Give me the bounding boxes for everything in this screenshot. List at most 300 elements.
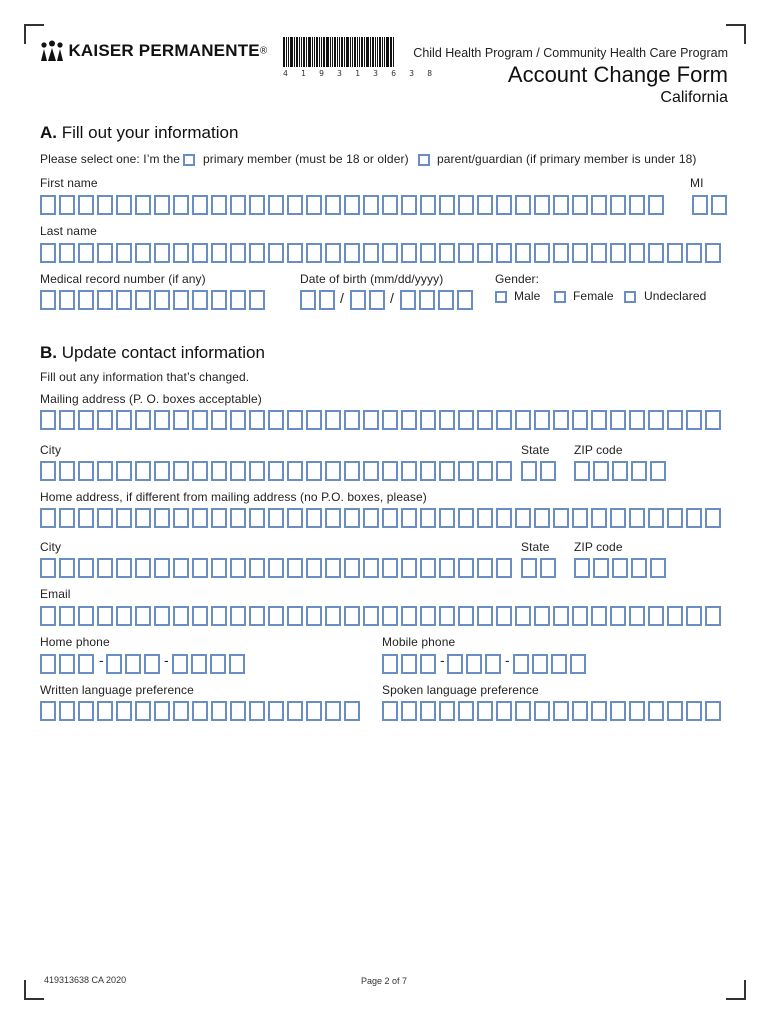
char-box[interactable]: [477, 606, 493, 626]
char-box[interactable]: [553, 606, 569, 626]
char-box[interactable]: [306, 606, 322, 626]
char-box[interactable]: [78, 290, 94, 310]
char-box[interactable]: [612, 558, 628, 578]
char-box[interactable]: [591, 701, 607, 721]
char-box[interactable]: [401, 508, 417, 528]
char-box[interactable]: [513, 654, 529, 674]
char-box[interactable]: [135, 701, 151, 721]
char-box[interactable]: [382, 243, 398, 263]
char-box[interactable]: [420, 243, 436, 263]
char-box[interactable]: [485, 654, 501, 674]
char-box[interactable]: [116, 606, 132, 626]
char-box[interactable]: [458, 701, 474, 721]
char-box[interactable]: [363, 508, 379, 528]
char-box[interactable]: [631, 461, 647, 481]
char-box[interactable]: [344, 606, 360, 626]
char-box[interactable]: [40, 290, 56, 310]
char-box[interactable]: [382, 606, 398, 626]
char-box[interactable]: [420, 508, 436, 528]
char-box[interactable]: [458, 606, 474, 626]
char-box[interactable]: [553, 701, 569, 721]
mailing-address-field[interactable]: [40, 410, 724, 430]
char-box[interactable]: [458, 508, 474, 528]
char-box[interactable]: [496, 243, 512, 263]
char-box[interactable]: [477, 508, 493, 528]
char-box[interactable]: [306, 558, 322, 578]
char-box[interactable]: [172, 654, 188, 674]
char-box[interactable]: [610, 243, 626, 263]
dob-month-field[interactable]: [300, 290, 338, 310]
char-box[interactable]: [521, 461, 537, 481]
char-box[interactable]: [40, 461, 56, 481]
char-box[interactable]: [401, 410, 417, 430]
char-box[interactable]: [40, 558, 56, 578]
char-box[interactable]: [192, 410, 208, 430]
char-box[interactable]: [268, 195, 284, 215]
first-name-field[interactable]: [40, 195, 667, 215]
char-box[interactable]: [401, 243, 417, 263]
char-box[interactable]: [78, 558, 94, 578]
char-box[interactable]: [420, 410, 436, 430]
char-box[interactable]: [648, 606, 664, 626]
char-box[interactable]: [420, 654, 436, 674]
char-box[interactable]: [210, 654, 226, 674]
char-box[interactable]: [344, 461, 360, 481]
char-box[interactable]: [40, 606, 56, 626]
char-box[interactable]: [287, 243, 303, 263]
char-box[interactable]: [268, 508, 284, 528]
char-box[interactable]: [363, 195, 379, 215]
char-box[interactable]: [211, 606, 227, 626]
char-box[interactable]: [572, 606, 588, 626]
char-box[interactable]: [230, 701, 246, 721]
char-box[interactable]: [116, 508, 132, 528]
char-box[interactable]: [135, 290, 151, 310]
char-box[interactable]: [325, 508, 341, 528]
char-box[interactable]: [192, 558, 208, 578]
char-box[interactable]: [211, 290, 227, 310]
char-box[interactable]: [40, 195, 56, 215]
char-box[interactable]: [249, 461, 265, 481]
char-box[interactable]: [477, 410, 493, 430]
primary-member-checkbox[interactable]: [183, 154, 195, 166]
char-box[interactable]: [574, 461, 590, 481]
char-box[interactable]: [173, 558, 189, 578]
char-box[interactable]: [458, 461, 474, 481]
char-box[interactable]: [553, 410, 569, 430]
char-box[interactable]: [648, 508, 664, 528]
char-box[interactable]: [629, 701, 645, 721]
char-box[interactable]: [650, 461, 666, 481]
mi-field[interactable]: [692, 195, 730, 215]
char-box[interactable]: [230, 243, 246, 263]
char-box[interactable]: [192, 606, 208, 626]
char-box[interactable]: [249, 558, 265, 578]
char-box[interactable]: [629, 195, 645, 215]
char-box[interactable]: [419, 290, 435, 310]
char-box[interactable]: [191, 654, 207, 674]
char-box[interactable]: [532, 654, 548, 674]
char-box[interactable]: [59, 558, 75, 578]
char-box[interactable]: [648, 243, 664, 263]
char-box[interactable]: [230, 508, 246, 528]
char-box[interactable]: [591, 410, 607, 430]
char-box[interactable]: [458, 558, 474, 578]
char-box[interactable]: [667, 606, 683, 626]
char-box[interactable]: [631, 558, 647, 578]
char-box[interactable]: [154, 410, 170, 430]
char-box[interactable]: [192, 508, 208, 528]
char-box[interactable]: [457, 290, 473, 310]
char-box[interactable]: [553, 243, 569, 263]
mailing-zip-field[interactable]: [574, 461, 669, 481]
char-box[interactable]: [135, 195, 151, 215]
char-box[interactable]: [344, 508, 360, 528]
char-box[interactable]: [211, 410, 227, 430]
char-box[interactable]: [570, 654, 586, 674]
char-box[interactable]: [40, 654, 56, 674]
char-box[interactable]: [686, 508, 702, 528]
char-box[interactable]: [574, 558, 590, 578]
char-box[interactable]: [40, 508, 56, 528]
char-box[interactable]: [610, 508, 626, 528]
char-box[interactable]: [325, 558, 341, 578]
char-box[interactable]: [496, 461, 512, 481]
char-box[interactable]: [229, 654, 245, 674]
char-box[interactable]: [59, 195, 75, 215]
char-box[interactable]: [439, 195, 455, 215]
dob-year-field[interactable]: [400, 290, 476, 310]
char-box[interactable]: [325, 701, 341, 721]
char-box[interactable]: [192, 290, 208, 310]
char-box[interactable]: [686, 606, 702, 626]
char-box[interactable]: [553, 195, 569, 215]
char-box[interactable]: [306, 701, 322, 721]
char-box[interactable]: [306, 410, 322, 430]
char-box[interactable]: [135, 461, 151, 481]
char-box[interactable]: [439, 606, 455, 626]
char-box[interactable]: [686, 243, 702, 263]
char-box[interactable]: [249, 508, 265, 528]
char-box[interactable]: [59, 508, 75, 528]
char-box[interactable]: [154, 195, 170, 215]
char-box[interactable]: [268, 410, 284, 430]
char-box[interactable]: [400, 290, 416, 310]
char-box[interactable]: [287, 410, 303, 430]
char-box[interactable]: [610, 701, 626, 721]
char-box[interactable]: [125, 654, 141, 674]
char-box[interactable]: [173, 461, 189, 481]
char-box[interactable]: [230, 410, 246, 430]
char-box[interactable]: [369, 290, 385, 310]
char-box[interactable]: [344, 243, 360, 263]
char-box[interactable]: [59, 410, 75, 430]
char-box[interactable]: [572, 195, 588, 215]
char-box[interactable]: [610, 195, 626, 215]
mobile-phone-area-field[interactable]: [382, 654, 439, 674]
char-box[interactable]: [192, 701, 208, 721]
char-box[interactable]: [59, 701, 75, 721]
char-box[interactable]: [287, 558, 303, 578]
char-box[interactable]: [106, 654, 122, 674]
char-box[interactable]: [438, 290, 454, 310]
char-box[interactable]: [268, 701, 284, 721]
char-box[interactable]: [135, 243, 151, 263]
char-box[interactable]: [363, 606, 379, 626]
char-box[interactable]: [667, 410, 683, 430]
char-box[interactable]: [439, 410, 455, 430]
char-box[interactable]: [135, 558, 151, 578]
char-box[interactable]: [610, 410, 626, 430]
char-box[interactable]: [551, 654, 567, 674]
char-box[interactable]: [192, 461, 208, 481]
char-box[interactable]: [593, 461, 609, 481]
char-box[interactable]: [667, 701, 683, 721]
char-box[interactable]: [540, 558, 556, 578]
char-box[interactable]: [78, 508, 94, 528]
char-box[interactable]: [420, 558, 436, 578]
char-box[interactable]: [268, 558, 284, 578]
char-box[interactable]: [705, 701, 721, 721]
char-box[interactable]: [173, 508, 189, 528]
char-box[interactable]: [116, 461, 132, 481]
char-box[interactable]: [496, 410, 512, 430]
char-box[interactable]: [192, 195, 208, 215]
char-box[interactable]: [496, 558, 512, 578]
char-box[interactable]: [40, 243, 56, 263]
char-box[interactable]: [648, 195, 664, 215]
char-box[interactable]: [325, 410, 341, 430]
char-box[interactable]: [173, 701, 189, 721]
char-box[interactable]: [154, 508, 170, 528]
email-field[interactable]: [40, 606, 724, 626]
char-box[interactable]: [249, 195, 265, 215]
char-box[interactable]: [144, 654, 160, 674]
char-box[interactable]: [78, 606, 94, 626]
char-box[interactable]: [534, 410, 550, 430]
char-box[interactable]: [230, 195, 246, 215]
gender-female-checkbox[interactable]: [554, 291, 566, 303]
char-box[interactable]: [572, 410, 588, 430]
char-box[interactable]: [477, 243, 493, 263]
char-box[interactable]: [97, 243, 113, 263]
char-box[interactable]: [230, 558, 246, 578]
char-box[interactable]: [401, 195, 417, 215]
char-box[interactable]: [154, 243, 170, 263]
char-box[interactable]: [477, 195, 493, 215]
char-box[interactable]: [420, 195, 436, 215]
char-box[interactable]: [306, 195, 322, 215]
char-box[interactable]: [382, 508, 398, 528]
char-box[interactable]: [59, 243, 75, 263]
char-box[interactable]: [97, 606, 113, 626]
char-box[interactable]: [211, 195, 227, 215]
char-box[interactable]: [135, 410, 151, 430]
char-box[interactable]: [154, 290, 170, 310]
char-box[interactable]: [711, 195, 727, 215]
mrn-field[interactable]: [40, 290, 268, 310]
gender-male-checkbox[interactable]: [495, 291, 507, 303]
char-box[interactable]: [534, 508, 550, 528]
char-box[interactable]: [515, 243, 531, 263]
char-box[interactable]: [287, 606, 303, 626]
char-box[interactable]: [59, 290, 75, 310]
char-box[interactable]: [78, 701, 94, 721]
written-language-field[interactable]: [40, 701, 363, 721]
char-box[interactable]: [363, 558, 379, 578]
char-box[interactable]: [97, 461, 113, 481]
home-city-field[interactable]: [40, 558, 515, 578]
char-box[interactable]: [591, 508, 607, 528]
char-box[interactable]: [249, 410, 265, 430]
dob-day-field[interactable]: [350, 290, 388, 310]
home-phone-line-field[interactable]: [172, 654, 248, 674]
char-box[interactable]: [78, 243, 94, 263]
char-box[interactable]: [116, 701, 132, 721]
char-box[interactable]: [593, 558, 609, 578]
char-box[interactable]: [420, 606, 436, 626]
home-phone-area-field[interactable]: [40, 654, 97, 674]
char-box[interactable]: [363, 243, 379, 263]
char-box[interactable]: [59, 654, 75, 674]
char-box[interactable]: [325, 461, 341, 481]
char-box[interactable]: [439, 508, 455, 528]
char-box[interactable]: [173, 290, 189, 310]
char-box[interactable]: [705, 243, 721, 263]
char-box[interactable]: [97, 290, 113, 310]
char-box[interactable]: [534, 701, 550, 721]
char-box[interactable]: [667, 508, 683, 528]
mailing-city-field[interactable]: [40, 461, 515, 481]
char-box[interactable]: [249, 701, 265, 721]
char-box[interactable]: [686, 410, 702, 430]
char-box[interactable]: [173, 243, 189, 263]
char-box[interactable]: [515, 410, 531, 430]
char-box[interactable]: [97, 410, 113, 430]
char-box[interactable]: [515, 508, 531, 528]
char-box[interactable]: [534, 195, 550, 215]
char-box[interactable]: [344, 195, 360, 215]
char-box[interactable]: [154, 606, 170, 626]
mobile-phone-prefix-field[interactable]: [447, 654, 504, 674]
char-box[interactable]: [466, 654, 482, 674]
char-box[interactable]: [154, 558, 170, 578]
char-box[interactable]: [173, 606, 189, 626]
char-box[interactable]: [572, 508, 588, 528]
char-box[interactable]: [268, 606, 284, 626]
char-box[interactable]: [496, 701, 512, 721]
char-box[interactable]: [344, 701, 360, 721]
home-zip-field[interactable]: [574, 558, 669, 578]
char-box[interactable]: [401, 461, 417, 481]
char-box[interactable]: [325, 195, 341, 215]
char-box[interactable]: [97, 701, 113, 721]
char-box[interactable]: [40, 701, 56, 721]
char-box[interactable]: [477, 558, 493, 578]
char-box[interactable]: [230, 290, 246, 310]
char-box[interactable]: [154, 701, 170, 721]
char-box[interactable]: [230, 461, 246, 481]
char-box[interactable]: [591, 606, 607, 626]
char-box[interactable]: [610, 606, 626, 626]
char-box[interactable]: [534, 243, 550, 263]
parent-guardian-checkbox[interactable]: [418, 154, 430, 166]
char-box[interactable]: [325, 243, 341, 263]
char-box[interactable]: [612, 461, 628, 481]
char-box[interactable]: [401, 558, 417, 578]
char-box[interactable]: [154, 461, 170, 481]
char-box[interactable]: [648, 410, 664, 430]
char-box[interactable]: [350, 290, 366, 310]
char-box[interactable]: [116, 558, 132, 578]
char-box[interactable]: [382, 461, 398, 481]
char-box[interactable]: [477, 461, 493, 481]
char-box[interactable]: [650, 558, 666, 578]
char-box[interactable]: [97, 558, 113, 578]
char-box[interactable]: [667, 243, 683, 263]
char-box[interactable]: [515, 701, 531, 721]
char-box[interactable]: [300, 290, 316, 310]
char-box[interactable]: [211, 508, 227, 528]
char-box[interactable]: [534, 606, 550, 626]
char-box[interactable]: [249, 290, 265, 310]
char-box[interactable]: [287, 195, 303, 215]
char-box[interactable]: [591, 243, 607, 263]
char-box[interactable]: [515, 606, 531, 626]
char-box[interactable]: [268, 243, 284, 263]
char-box[interactable]: [135, 508, 151, 528]
home-state-field[interactable]: [521, 558, 559, 578]
char-box[interactable]: [496, 195, 512, 215]
char-box[interactable]: [344, 410, 360, 430]
char-box[interactable]: [211, 461, 227, 481]
char-box[interactable]: [306, 508, 322, 528]
gender-undeclared-checkbox[interactable]: [624, 291, 636, 303]
char-box[interactable]: [306, 243, 322, 263]
char-box[interactable]: [40, 410, 56, 430]
char-box[interactable]: [319, 290, 335, 310]
char-box[interactable]: [439, 243, 455, 263]
char-box[interactable]: [540, 461, 556, 481]
last-name-field[interactable]: [40, 243, 724, 263]
char-box[interactable]: [629, 243, 645, 263]
char-box[interactable]: [363, 410, 379, 430]
char-box[interactable]: [705, 410, 721, 430]
mobile-phone-line-field[interactable]: [513, 654, 589, 674]
char-box[interactable]: [382, 654, 398, 674]
char-box[interactable]: [287, 701, 303, 721]
char-box[interactable]: [382, 410, 398, 430]
char-box[interactable]: [521, 558, 537, 578]
char-box[interactable]: [439, 461, 455, 481]
char-box[interactable]: [648, 701, 664, 721]
char-box[interactable]: [420, 461, 436, 481]
char-box[interactable]: [401, 606, 417, 626]
char-box[interactable]: [515, 195, 531, 215]
char-box[interactable]: [401, 654, 417, 674]
char-box[interactable]: [458, 195, 474, 215]
char-box[interactable]: [211, 558, 227, 578]
char-box[interactable]: [116, 195, 132, 215]
char-box[interactable]: [59, 461, 75, 481]
char-box[interactable]: [116, 243, 132, 263]
char-box[interactable]: [287, 461, 303, 481]
home-address-field[interactable]: [40, 508, 724, 528]
char-box[interactable]: [382, 195, 398, 215]
char-box[interactable]: [325, 606, 341, 626]
char-box[interactable]: [192, 243, 208, 263]
char-box[interactable]: [230, 606, 246, 626]
